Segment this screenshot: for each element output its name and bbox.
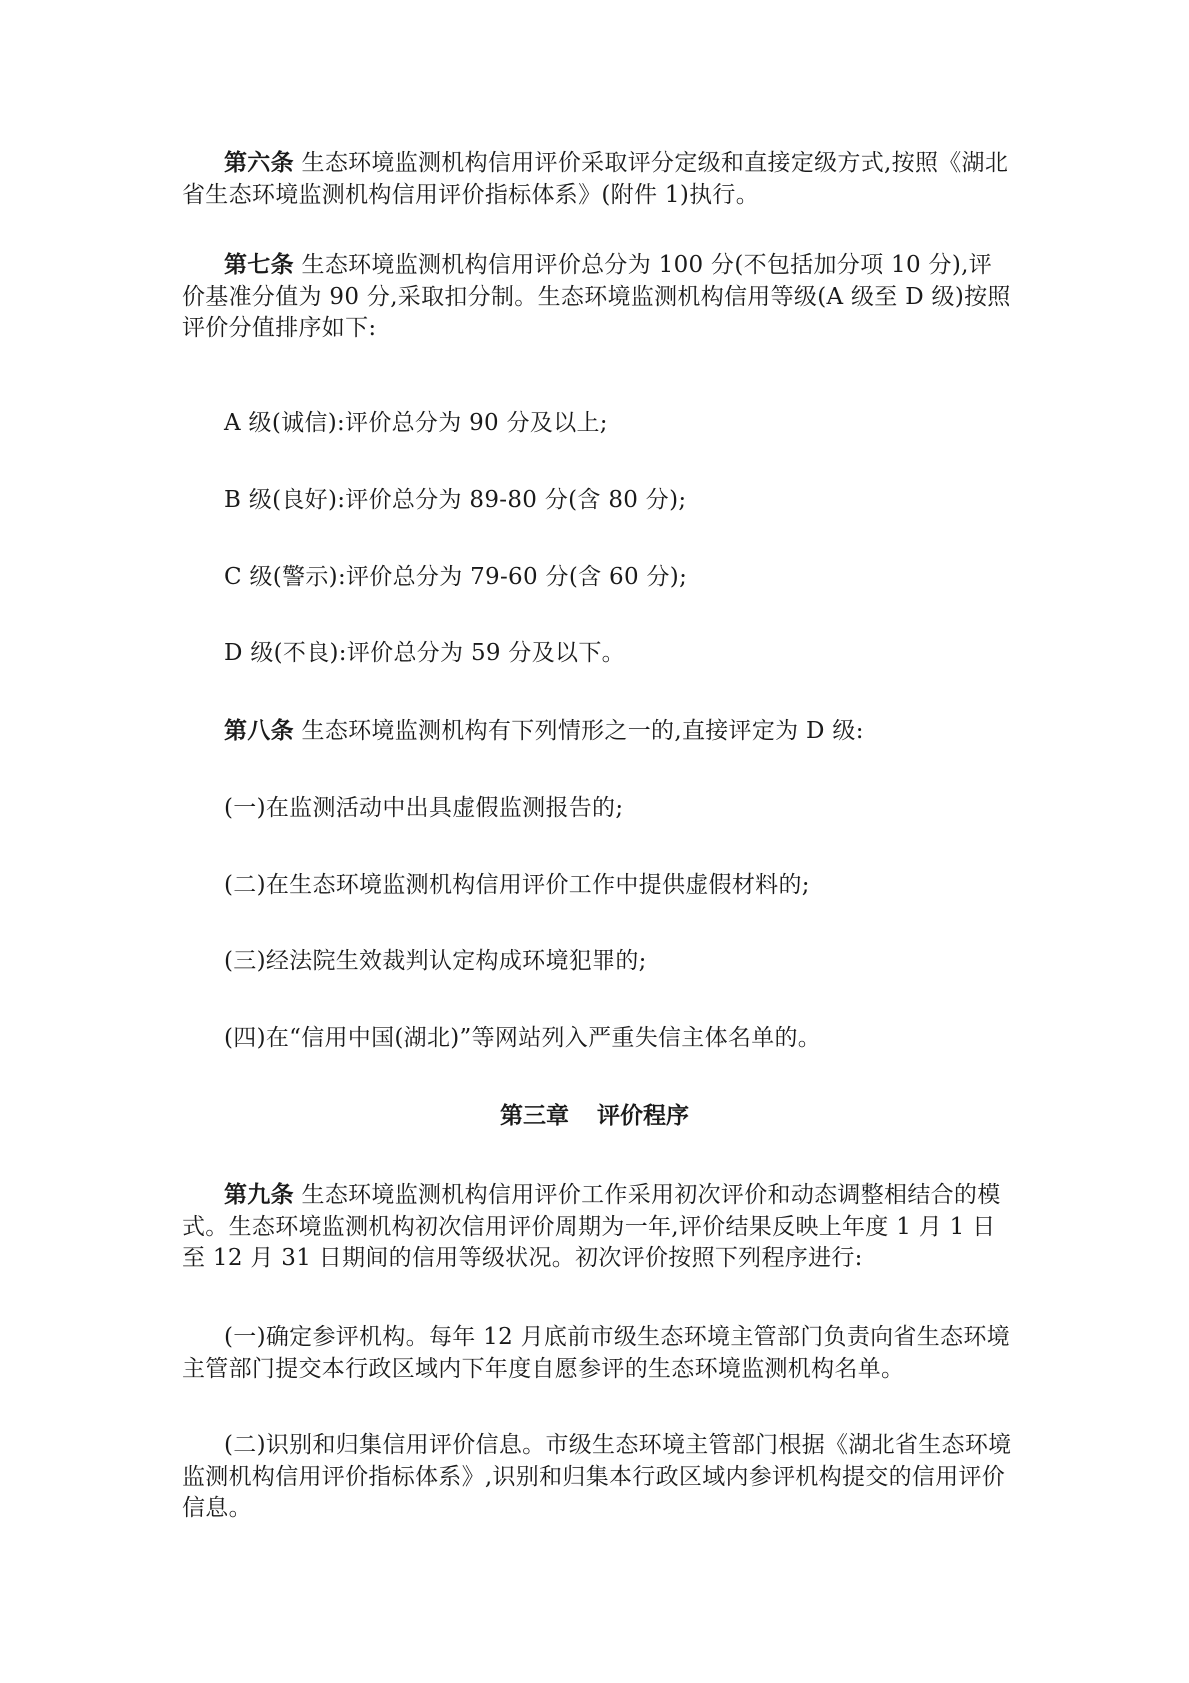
article-8-heading: 第八条: [224, 718, 294, 744]
article-8-item-3: (三)经法院生效裁判认定构成环境犯罪的;: [224, 948, 647, 974]
chapter-heading: [0, 1101, 1189, 1133]
article-9-text: 生态环境监测机构信用评价工作采用初次评价和动态调整相结合的模式。生态环境监测机构初次信用评价周期为一年,评价结果反映上年度 1 月 1 日至 12 月 31 日期间的信用等级状况。初次评价按照下列程序进行:: [182, 1182, 1001, 1271]
article-7-text: 生态环境监测机构信用评价总分为 100 分(不包括加分项 10 分),评价基准分值为 90 分,采取扣分制。生态环境监测机构信用等级(A 级至 D 级)按照评价分值排序如下:: [182, 252, 1011, 341]
article-6-heading: 第六条: [224, 150, 294, 176]
article-9-item-1: (一)确定参评机构。每年 12 月底前市级生态环境主管部门负责向省生态环境主管部门提交本行政区域内下年度自愿参评的生态环境监测机构名单。: [182, 1324, 1010, 1382]
article-8-item-4: (四)在“信用中国(湖北)”等网站列入严重失信主体名单的。: [224, 1025, 822, 1051]
article-8-text: 生态环境监测机构有下列情形之一的,直接评定为 D 级:: [301, 718, 864, 744]
article-9-heading: 第九条: [224, 1182, 294, 1208]
article-6: [182, 148, 1012, 211]
article-9: [182, 1180, 1012, 1275]
grade-b: B 级(良好):评价总分为 89-80 分(含 80 分);: [224, 487, 687, 513]
article-8-item-2: (二)在生态环境监测机构信用评价工作中提供虚假材料的;: [224, 872, 810, 898]
chapter-title: 评价程序: [597, 1103, 689, 1129]
grade-d: D 级(不良):评价总分为 59 分及以下。: [224, 640, 625, 666]
article-7-heading: 第七条: [224, 252, 294, 278]
article-6-text: 生态环境监测机构信用评价采取评分定级和直接定级方式,按照《湖北省生态环境监测机构信用评价指标体系》(附件 1)执行。: [182, 150, 1009, 208]
grade-a: A 级(诚信):评价总分为 90 分及以上;: [224, 410, 608, 436]
article-9-item-2: (二)识别和归集信用评价信息。市级生态环境主管部门根据《湖北省生态环境监测机构信用评价指标体系》,识别和归集本行政区域内参评机构提交的信用评价信息。: [182, 1432, 1012, 1521]
article-7: [182, 250, 1012, 345]
article-8-item-1: (一)在监测活动中出具虚假监测报告的;: [224, 795, 624, 821]
chapter-number: 第三章: [500, 1103, 569, 1129]
grade-c: C 级(警示):评价总分为 79-60 分(含 60 分);: [224, 564, 688, 590]
article-8: [182, 716, 1012, 748]
